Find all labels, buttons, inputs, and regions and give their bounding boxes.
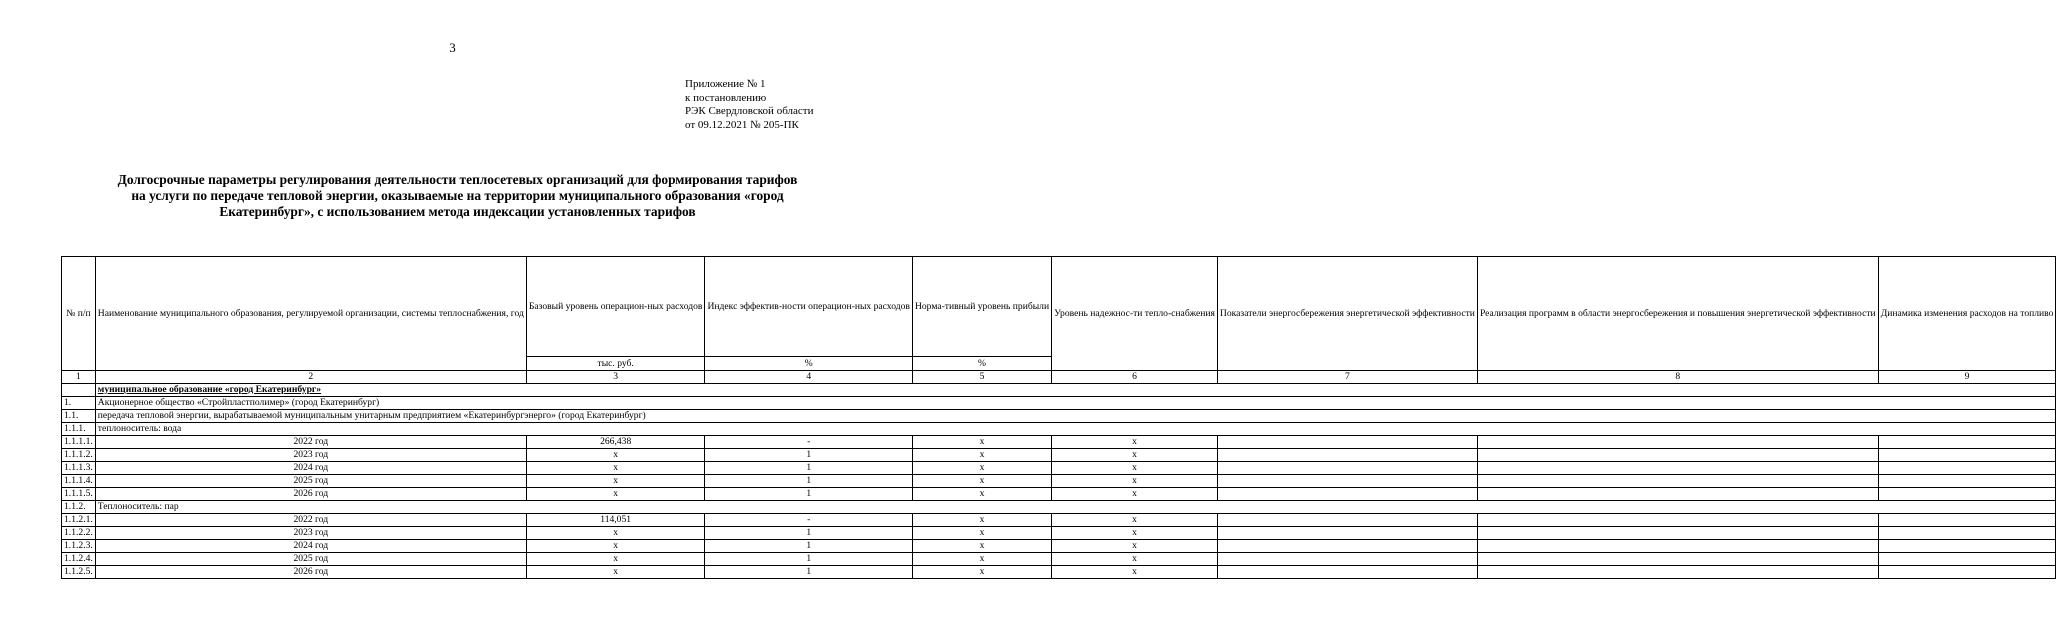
cell-norm: х <box>912 462 1051 475</box>
title-line: Долгосрочные параметры регулирования деятельности теплосетевых организаций для формирования тарифов <box>117 172 798 187</box>
row-num: 1.1.1. <box>62 423 96 436</box>
page-number: 3 <box>449 40 456 55</box>
row-year: 2025 год <box>95 553 526 566</box>
cell-norm: х <box>912 527 1051 540</box>
cell-norm: х <box>912 514 1051 527</box>
cell-base: х <box>526 488 705 501</box>
table-row <box>62 540 2056 553</box>
municipality-name: муниципальное образование «город Екатеринбург» <box>95 384 2056 397</box>
row-num: 1.1.1.2. <box>62 449 96 462</box>
table-row <box>62 475 2056 488</box>
header-index: Индекс эффектив-ности операцион-ных расходов <box>705 257 912 357</box>
table-row <box>62 553 2056 566</box>
cell-reliability: х <box>1052 462 1218 475</box>
organization-row <box>62 397 2056 410</box>
cell-reliability: х <box>1052 488 1218 501</box>
row-year: 2022 год <box>95 436 526 449</box>
cell-index: 1 <box>705 462 912 475</box>
row-num: 1.1.1.5. <box>62 488 96 501</box>
cell-norm: х <box>912 436 1051 449</box>
row-num: 1.1.1.3. <box>62 462 96 475</box>
appendix-line: к постановлению <box>685 91 767 104</box>
header-base: Базовый уровень операцион-ных расходов <box>526 257 705 357</box>
row-num: 1.1.2.2. <box>62 527 96 540</box>
column-number: 3 <box>526 371 705 384</box>
unit-base: тыс. руб. <box>526 357 705 371</box>
table-row <box>62 566 2056 579</box>
cell-norm: х <box>912 540 1051 553</box>
cell-base: 266,438 <box>526 436 705 449</box>
row-year: 2024 год <box>95 540 526 553</box>
cell-base: 114,051 <box>526 514 705 527</box>
row-num: 1.1.2.4. <box>62 553 96 566</box>
row-num: 1.1.2. <box>62 501 96 514</box>
service-name: передача тепловой энергии, вырабатываемой муниципальным унитарным предприятием «Екатеринбургэнерго» (город Екатеринбург) <box>95 410 2056 423</box>
header-norm: Норма-тивный уровень прибыли <box>912 257 1051 357</box>
appendix-line: Приложение № 1 <box>685 78 766 90</box>
row-year: 2025 год <box>95 475 526 488</box>
cell-index: - <box>705 514 912 527</box>
cell-index: - <box>705 436 912 449</box>
header-programs: Реализация программ в области энергосбережения и повышения энергетической эффективности <box>1477 257 1878 371</box>
column-number: 8 <box>1477 371 1878 384</box>
cell-base: х <box>526 553 705 566</box>
section-row <box>62 501 2056 514</box>
row-year: 2026 год <box>95 488 526 501</box>
header-energy: Показатели энергосбережения энергетической эффективности <box>1217 257 1477 371</box>
column-number: 4 <box>705 371 912 384</box>
document-title <box>60 172 855 220</box>
cell-reliability: х <box>1052 540 1218 553</box>
cell-index: 1 <box>705 540 912 553</box>
row-num: 1.1.1.4. <box>62 475 96 488</box>
cell-reliability: х <box>1052 475 1218 488</box>
municipality-row <box>62 384 2056 397</box>
header-fuel: Динамика изменения расходов на топливо <box>1878 257 2056 371</box>
cell-index: 1 <box>705 527 912 540</box>
column-number-row <box>62 371 2056 384</box>
cell-reliability: х <box>1052 566 1218 579</box>
column-number: 5 <box>912 371 1051 384</box>
section-name: Теплоноситель: пар <box>95 501 2056 514</box>
cell-norm: х <box>912 553 1051 566</box>
service-row <box>62 410 2056 423</box>
unit-norm: % <box>912 357 1051 371</box>
cell-norm: х <box>912 488 1051 501</box>
cell-reliability: х <box>1052 553 1218 566</box>
header-reliability: Уровень надежнос-ти тепло-снабжения <box>1052 257 1218 371</box>
row-year: 2024 год <box>95 462 526 475</box>
cell-norm: х <box>912 566 1051 579</box>
title-line: Екатеринбург», с использованием метода индексации установленных тарифов <box>219 204 696 219</box>
row-year: 2022 год <box>95 514 526 527</box>
section-row <box>62 423 2056 436</box>
cell-base: х <box>526 527 705 540</box>
parameters-table <box>61 256 2056 579</box>
column-number: 2 <box>95 371 526 384</box>
cell-reliability: х <box>1052 514 1218 527</box>
cell-norm: х <box>912 475 1051 488</box>
cell-index: 1 <box>705 566 912 579</box>
cell-base: х <box>526 449 705 462</box>
row-num: 1.1.1.1. <box>62 436 96 449</box>
column-number: 9 <box>1878 371 2056 384</box>
row-num: 1.1.2.3. <box>62 540 96 553</box>
table-row <box>62 514 2056 527</box>
cell-base: х <box>526 566 705 579</box>
section-name: теплоноситель: вода <box>95 423 2056 436</box>
appendix-note <box>685 78 813 132</box>
cell-base: х <box>526 475 705 488</box>
row-num: 1. <box>62 397 96 410</box>
row-year: 2026 год <box>95 566 526 579</box>
appendix-line: от 09.12.2021 № 205-ПК <box>685 118 799 131</box>
row-num: 1.1.2.1. <box>62 514 96 527</box>
table-row <box>62 488 2056 501</box>
cell-reliability: х <box>1052 527 1218 540</box>
cell-reliability: х <box>1052 449 1218 462</box>
cell-index: 1 <box>705 488 912 501</box>
row-year: 2023 год <box>95 449 526 462</box>
cell-reliability: х <box>1052 436 1218 449</box>
row-num: 1.1.2.5. <box>62 566 96 579</box>
table-row <box>62 462 2056 475</box>
unit-index: % <box>705 357 912 371</box>
cell-base: х <box>526 540 705 553</box>
table-row <box>62 436 2056 449</box>
cell-base: х <box>526 462 705 475</box>
header-num: № п/п <box>62 257 96 371</box>
column-number: 6 <box>1052 371 1218 384</box>
table-row <box>62 527 2056 540</box>
column-number: 1 <box>62 371 96 384</box>
row-num: 1.1. <box>62 410 96 423</box>
table-row <box>62 449 2056 462</box>
cell-norm: х <box>912 449 1051 462</box>
column-number: 7 <box>1217 371 1477 384</box>
cell-index: 1 <box>705 449 912 462</box>
title-line: на услуги по передаче тепловой энергии, оказываемые на территории муниципального образования «город <box>131 188 784 203</box>
organization-name: Акционерное общество «Стройпластполимер» (город Екатеринбург) <box>95 397 2056 410</box>
row-year: 2023 год <box>95 527 526 540</box>
header-name: Наименование муниципального образования, регулируемой организации, системы теплоснабжения, год <box>95 257 526 371</box>
cell-index: 1 <box>705 553 912 566</box>
cell-index: 1 <box>705 475 912 488</box>
appendix-line: РЭК Свердловской области <box>685 105 814 118</box>
